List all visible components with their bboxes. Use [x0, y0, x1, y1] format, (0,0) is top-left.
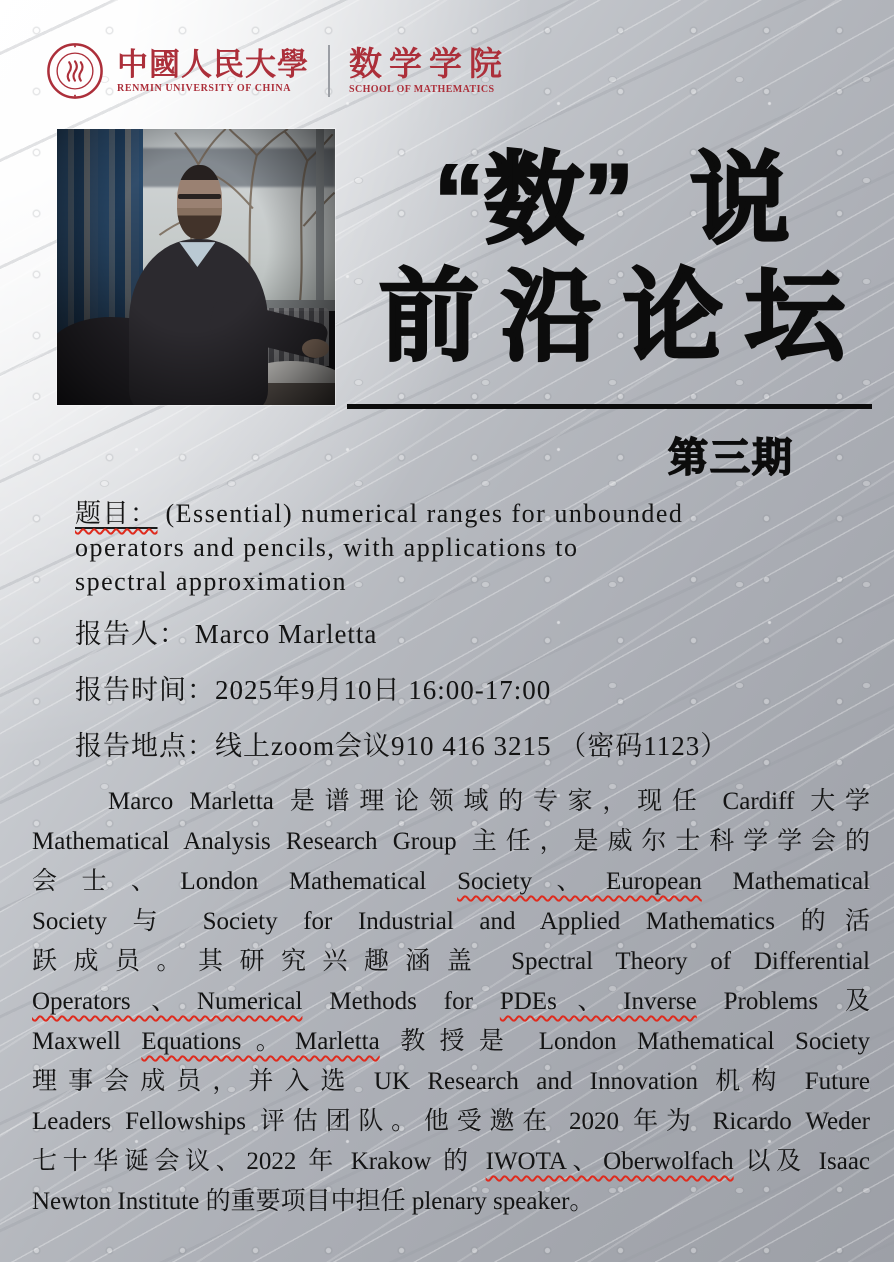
text-line	[32, 862, 870, 902]
school-name-block	[349, 47, 509, 96]
seminar-time: 报告时间：2025年9月10日 16:00-17:00	[75, 675, 552, 705]
text-line	[75, 565, 683, 599]
university-logo	[46, 42, 509, 100]
text-line	[32, 982, 870, 1022]
text-segment: Newton Institute 的重要项目中担任 plenary speaker。	[32, 1188, 595, 1215]
text-segment: 以及 Isaac	[733, 1148, 871, 1175]
seminar-speaker: 报告人： Marco Marletta	[75, 619, 378, 649]
text-line	[32, 1142, 870, 1182]
logo-divider	[328, 45, 330, 97]
text-line	[32, 782, 870, 822]
text-segment: Society 与 Society for Industrial and Applied Mathematics 的活	[32, 908, 870, 935]
text-segment: Methods for	[302, 988, 500, 1015]
title-underline-rule	[347, 404, 872, 409]
speaker-photo	[57, 129, 335, 405]
text-segment: Maxwell	[32, 1028, 142, 1055]
text-line	[32, 822, 870, 862]
seminar-venue: 报告地点：线上zoom会议910 416 3215 （密码1123）	[75, 731, 729, 761]
text-segment: 会士、London Mathematical	[32, 868, 458, 895]
issue-number: 第三期	[668, 436, 794, 480]
spellcheck-squiggle-text: Operators、Numerical	[32, 988, 303, 1015]
text-segment: Leaders Fellowships 评估团队。他受邀在 2020 年为 Ricardo Weder	[32, 1108, 870, 1135]
text-segment: Problems 及	[696, 988, 871, 1015]
university-name-en: RENMIN UNIVERSITY OF CHINA	[117, 82, 292, 94]
text-line	[32, 902, 870, 942]
text-line	[32, 1182, 870, 1222]
text-segment: spectral approximation	[75, 567, 347, 596]
text-line	[32, 1022, 870, 1062]
forum-title-line1	[348, 142, 876, 258]
underlined-text	[75, 499, 158, 528]
title-word-shuo: 说	[690, 144, 790, 256]
text-segment: Marco Marletta 是谱理论领域的专家，现任 Cardiff 大学	[108, 788, 870, 815]
text-segment: 教授是 London Mathematical Society	[379, 1028, 871, 1055]
photo-vignette	[57, 129, 335, 405]
school-name-en: SCHOOL OF MATHEMATICS	[349, 83, 495, 95]
seminar-topic	[75, 497, 683, 599]
text-line	[75, 531, 683, 565]
text-line	[32, 942, 870, 982]
text-line	[32, 1102, 870, 1142]
speaker-biography	[32, 782, 870, 1222]
forum-title-line2: 前沿论坛	[379, 261, 867, 373]
text-segment: (Essential) numerical ranges for unbounded	[157, 499, 684, 528]
spellcheck-squiggle-text: Society、European	[457, 868, 702, 895]
text-segment: Mathematical Analysis Research Group 主任，是威尔士科学学会的	[32, 828, 870, 855]
spellcheck-squiggle-text: PDEs、Inverse	[499, 988, 697, 1015]
forum-title	[348, 142, 876, 376]
spellcheck-squiggle-text: Equations。Marletta	[141, 1028, 380, 1055]
title-word-shu: “数”	[434, 144, 634, 256]
text-line	[75, 497, 683, 531]
spellcheck-squiggle-text: 题目：	[75, 499, 158, 528]
text-segment: Mathematical	[701, 868, 870, 895]
university-seal-icon	[46, 42, 104, 100]
text-segment: operators and pencils, with applications to	[75, 533, 579, 562]
text-line	[32, 1062, 870, 1102]
university-name-cn: 中國人民大學	[117, 46, 309, 82]
school-name-cn: 数学学院	[349, 46, 509, 83]
spellcheck-squiggle-text: IWOTA、Oberwolfach	[485, 1148, 734, 1175]
text-segment: 跃成员。其研究兴趣涵盖 Spectral Theory of Differential	[32, 948, 870, 975]
text-segment: 七十华诞会议、2022 年 Krakow 的	[32, 1148, 486, 1175]
text-segment: 理事会成员，并入选 UK Research and Innovation 机构 Future	[32, 1068, 870, 1095]
university-name-block	[117, 48, 309, 95]
